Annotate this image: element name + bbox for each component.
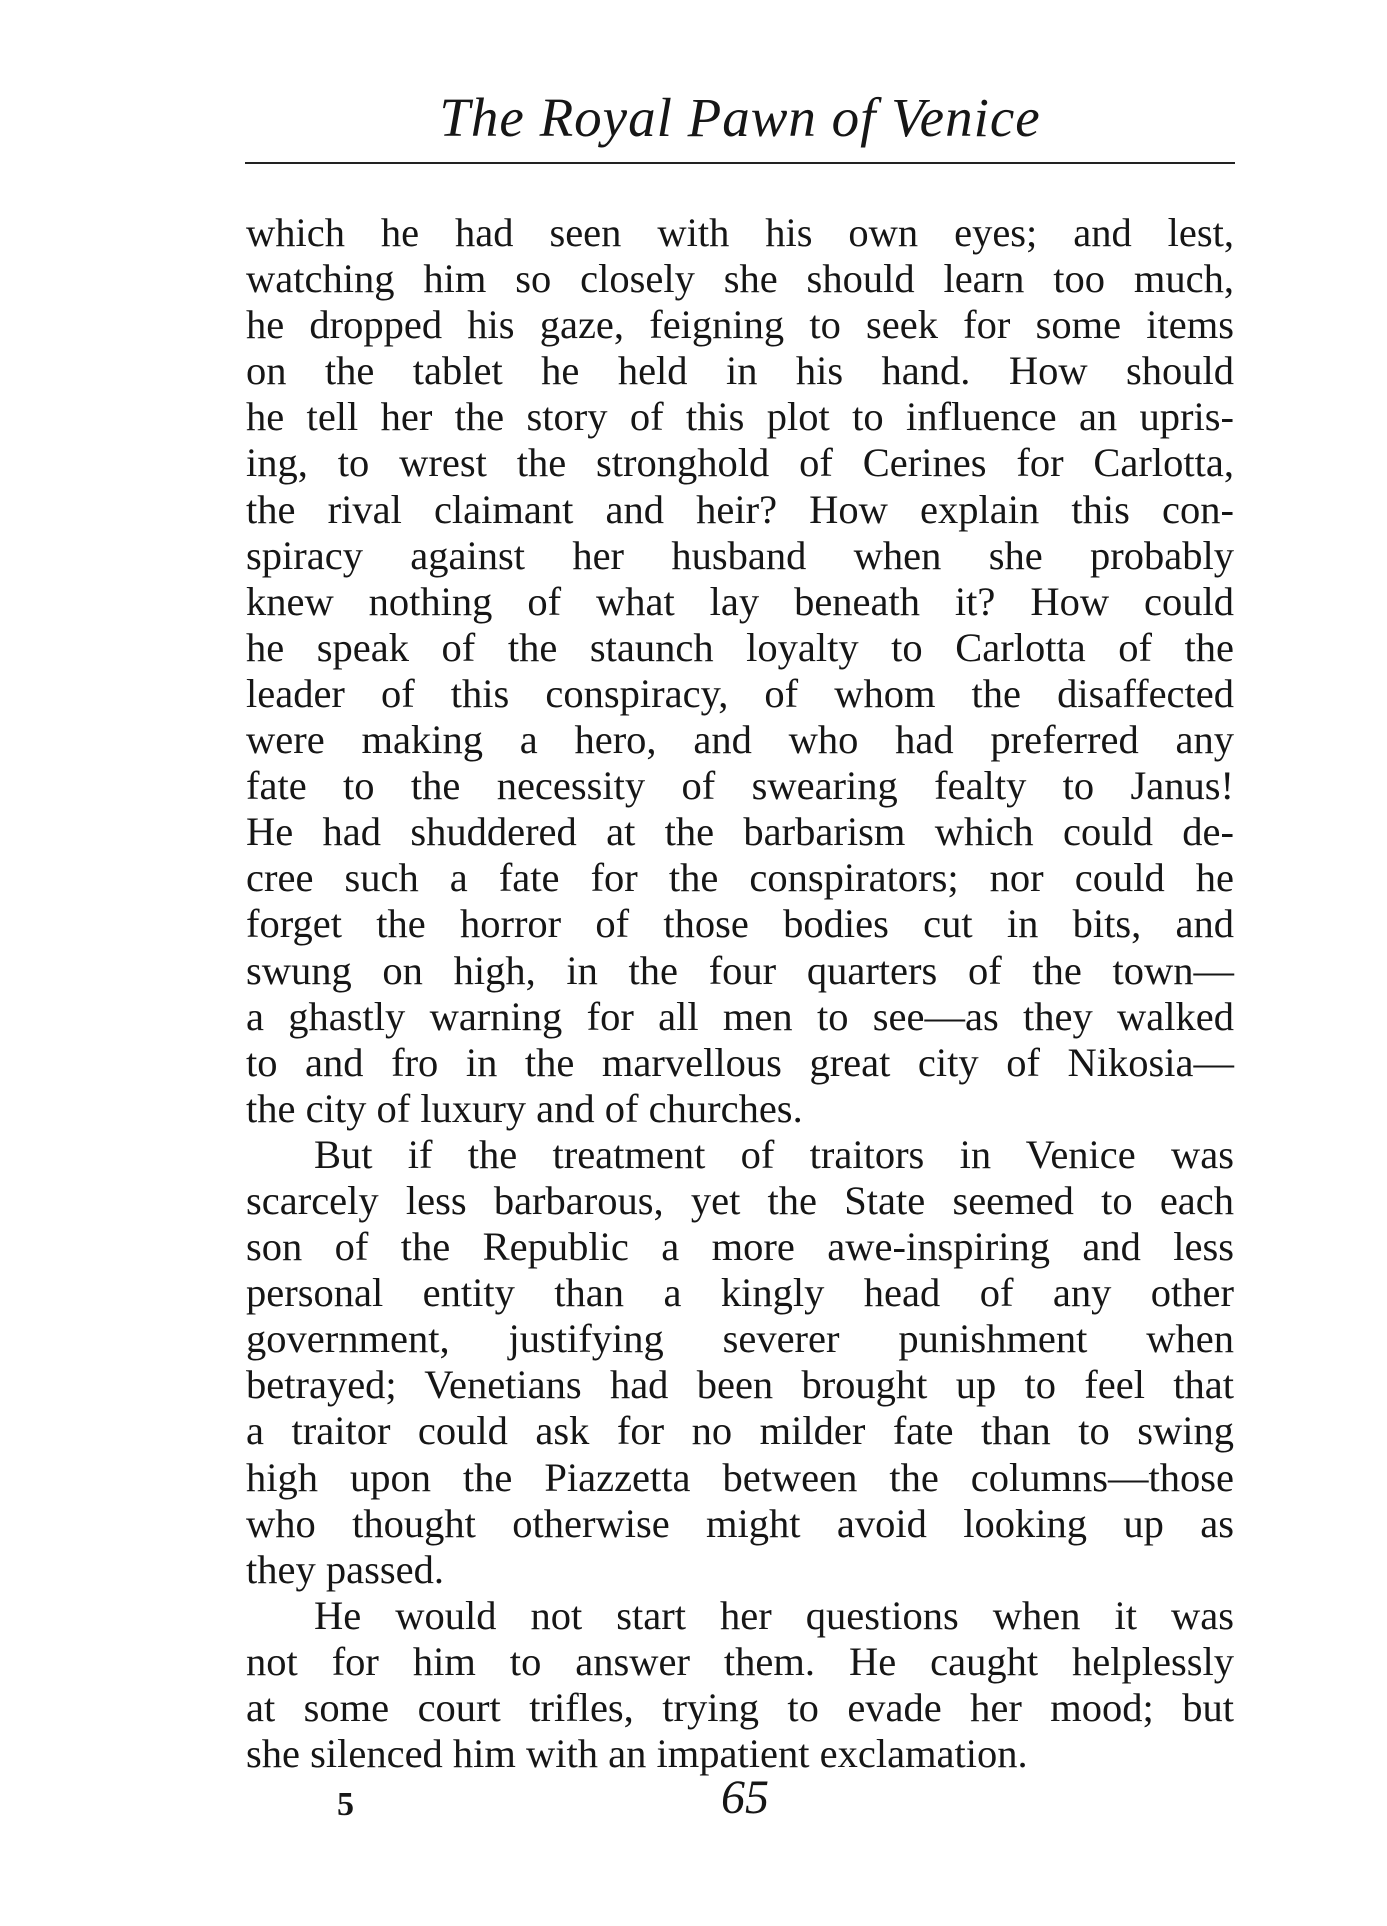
text-line: scarcely less barbarous, yet the State seemed to each [246,1177,1234,1223]
text-line: government, justifying severer punishment when [246,1316,1234,1362]
text-line: on the tablet he held in his hand. How should [246,348,1234,394]
text-line: He had shuddered at the barbarism which could de- [246,809,1234,855]
page-number: 65 [721,1771,769,1824]
body-text [246,210,1234,1777]
paragraph-end-line: she silenced him with an impatient exclamation. [246,1731,1028,1777]
text-line: at some court trifles, trying to evade her mood; but [246,1685,1234,1730]
text-line: personal entity than a kingly head of any other [246,1270,1234,1316]
text-line: a traitor could ask for no milder fate than to swing [246,1408,1234,1454]
text-line: son of the Republic a more awe-inspiring and less [246,1224,1234,1270]
text-line: which he had seen with his own eyes; and lest, [246,210,1234,255]
text-line: leader of this conspiracy, of whom the disaffected [246,670,1234,716]
text-line: betrayed; Venetians had been brought up to feel that [246,1362,1234,1408]
text-line: knew nothing of what lay beneath it? How could [246,578,1234,624]
text-line: to and fro in the marvellous great city of Nikosia— [246,1039,1234,1085]
text-line: who thought otherwise might avoid looking up as [246,1500,1234,1546]
text-line: ing, to wrest the stronghold of Cerines for Carlotta, [246,440,1234,486]
text-line: were making a hero, and who had preferred any [246,717,1234,763]
text-line: he tell her the story of this plot to influence an upris- [246,394,1234,440]
text-line: high upon the Piazzetta between the columns—those [246,1454,1234,1500]
text-line: he speak of the staunch loyalty to Carlotta of the [246,624,1234,670]
text-line: forget the horror of those bodies cut in bits, and [246,901,1234,947]
header-rule [245,162,1235,164]
running-head-title: The Royal Pawn of Venice [439,87,1041,148]
text-line: watching him so closely she should learn too much, [246,256,1234,302]
text-line: the rival claimant and heir? How explain this con- [246,486,1234,532]
text-line: a ghastly warning for all men to see—as they walked [246,993,1234,1039]
text-line: fate to the necessity of swearing fealty to Janus! [246,763,1234,809]
text-line: cree such a fate for the conspirators; nor could he [246,855,1234,901]
text-line: not for him to answer them. He caught helplessly [246,1638,1234,1684]
text-line: swung on high, in the four quarters of the town— [246,947,1234,993]
paragraph-start-line: But if the treatment of traitors in Venice was [314,1131,1234,1177]
text-line: he dropped his gaze, feigning to seek for some items [246,302,1234,348]
paragraph-end-line: the city of luxury and of churches. [246,1085,803,1131]
paragraph-start-line: He would not start her questions when it was [314,1592,1234,1638]
paragraph-end-line: they passed. [246,1546,444,1592]
text-line: spiracy against her husband when she probably [246,532,1234,578]
signature-mark: 5 [337,1786,354,1823]
